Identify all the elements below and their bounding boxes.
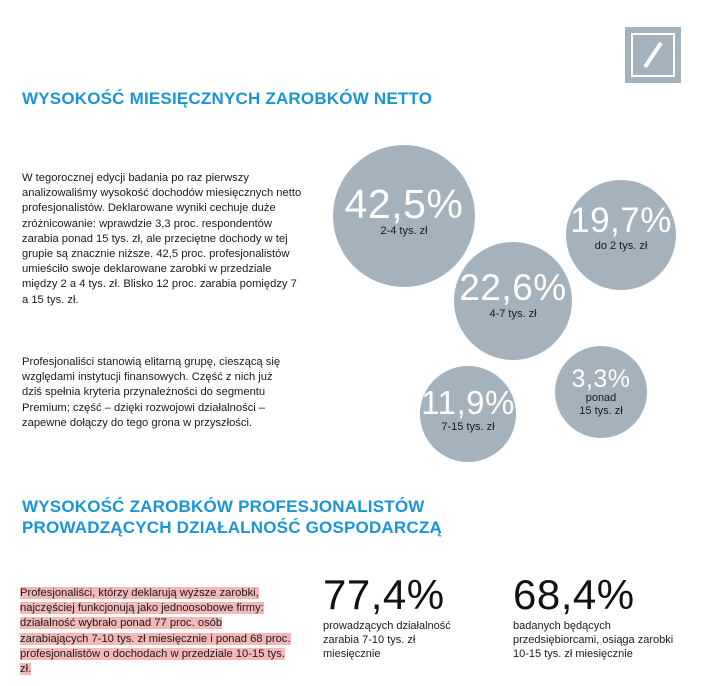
stat-77 (323, 573, 483, 661)
bubble-up-to-2k (566, 180, 676, 290)
stat-desc-line: 10-15 tys. zł miesięcznie (513, 648, 633, 660)
bubble-value: 19,7% (570, 201, 672, 240)
stat-description (323, 619, 483, 661)
bubble-over-15k (555, 346, 647, 438)
bubble-label: 2-4 tys. zł (380, 225, 428, 237)
stat-desc-line: prowadzących działalność (323, 620, 451, 632)
bubble-label: do 2 tys. zł (594, 240, 648, 252)
stat-desc-line: miesięcznie (323, 648, 381, 660)
heading-line: PROWADZĄCYCH DZIAŁALNOŚĆ GOSPODARCZĄ (22, 518, 442, 537)
bubble-value: 42,5% (344, 181, 464, 227)
bubble-label-line1: ponad (585, 392, 617, 404)
bank-logo (625, 27, 681, 83)
stat-value: 68,4% (513, 571, 635, 618)
highlighted-text: Profesjonaliści, którzy deklarują wyższe zarobki, najczęściej funkcjonują jako jednoosobowe firmy: działalność wybrało ponad 77 proc. osób zarabiających 7-10 tys. zł miesięcznie i ponad 68 proc. profesjonalistów o dochodach w przedziale 10-15 tys. zł. (20, 587, 291, 676)
section-title-net-earnings: WYSOKOŚĆ MIESIĘCZNYCH ZAROBKÓW NETTO (22, 89, 433, 108)
bubble-2-4k (333, 145, 475, 287)
stat-68 (513, 573, 683, 661)
bubble-7-15k (420, 366, 516, 462)
bubble-label-line2: 15 tys. zł (579, 405, 623, 417)
bubble-label: 4-7 tys. zł (489, 308, 537, 320)
stat-desc-line: przedsiębiorcami, osiąga zarobki (513, 634, 674, 646)
bubble-value: 3,3% (571, 365, 631, 393)
stat-desc-line: zarabia 7-10 tys. zł (323, 634, 416, 646)
highlighted-paragraph (20, 586, 292, 677)
bubble-value: 11,9% (421, 384, 515, 421)
premium-paragraph: Profesjonaliści stanowią elitarną grupę, cieszącą się względami instytucji finansowych. Część z nich już dziś spełnia kryteria przynależności do segmentu Premium; część – dzięki rozwojowi działalności – zapewne dołączy do tego grona w przyszłości. (22, 356, 281, 429)
intro-paragraph: W tegorocznej edycji badania po raz pierwszy analizowaliśmy wysokość dochodów miesięcznych netto profesjonalistów. Deklarowane wyniki cechuje duże zróżnicowanie: wprawdzie 3,3 proc. respondentów zarabia ponad 15 tys. zł, ale przeciętne dochody w tej grupie są znacznie niższe. 42,5 proc. profesjonalistów umieściło swoje deklarowane zarobki w przedziale między 2 a 4 tys. zł. Blisko 12 proc. zarabia pomiędzy 7 a 15 tys. zł. (22, 172, 302, 306)
bubble-4-7k (454, 242, 572, 360)
stat-description (513, 619, 683, 661)
bubble-value: 22,6% (459, 267, 567, 308)
bubble-label: 7-15 tys. zł (441, 421, 495, 433)
stat-value: 77,4% (323, 571, 445, 618)
section-title-business-earnings (22, 496, 442, 538)
heading-line: WYSOKOŚĆ ZAROBKÓW PROFESJONALISTÓW (22, 497, 425, 516)
slash-icon (625, 27, 681, 83)
stat-desc-line: badanych będących (513, 620, 611, 632)
